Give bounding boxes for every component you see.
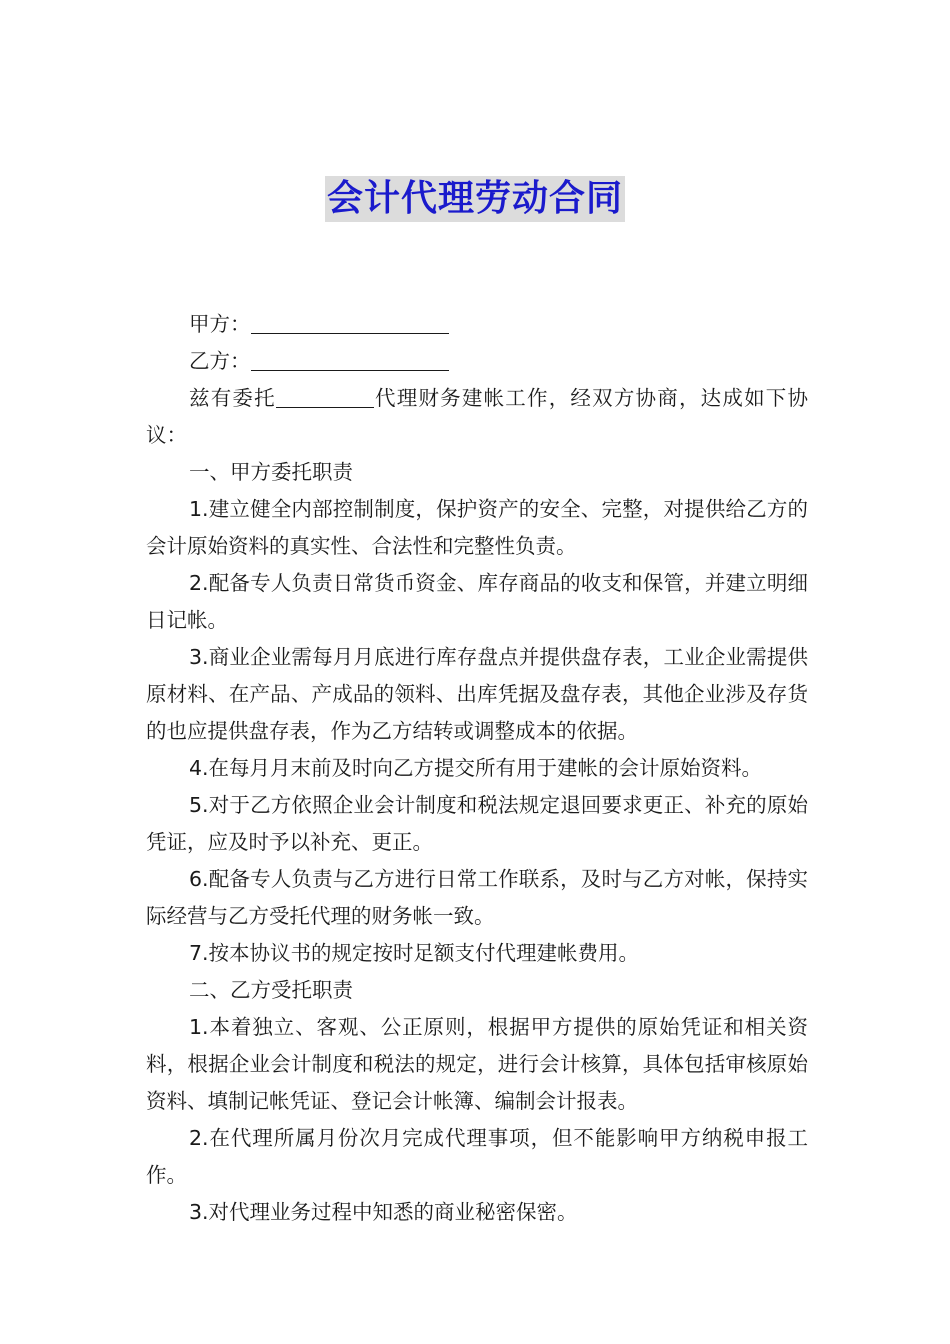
agent-blank [276,385,374,408]
section1-item: 3.商业企业需每月月底进行库存盘点并提供盘存表，工业企业需提供原材料、在产品、产成品的领料、出库凭据及盘存表，其他企业涉及存货的也应提供盘存表，作为乙方结转或调整成本的依据。 [146,645,808,743]
section1-item: 2.配备专人负责日常货币资金、库存商品的收支和保管，并建立明细日记帐。 [146,571,808,632]
document-body [146,306,808,1231]
party-b-blank [251,348,449,371]
party-a-blank [251,311,449,334]
section1-item: 1.建立健全内部控制制度，保护资产的安全、完整，对提供给乙方的会计原始资料的真实性、合法性和完整性负责。 [146,497,808,558]
party-a-label: 甲方： [189,312,251,336]
intro-after: 代理财务建帐工作，经双方协商，达成如下协议： [146,386,809,447]
section1-item: 6.配备专人负责与乙方进行日常工作联系，及时与乙方对帐，保持实际经营与乙方受托代理的财务帐一致。 [146,867,808,928]
party-b-line [146,343,808,380]
section1-item: 7.按本协议书的规定按时足额支付代理建帐费用。 [189,941,640,965]
document-title: 会计代理劳动合同 [325,176,625,222]
title-container [0,176,950,222]
section2-heading: 二、乙方受托职责 [189,978,353,1002]
section1-heading: 一、甲方委托职责 [189,460,353,484]
section2-item: 1.本着独立、客观、公正原则，根据甲方提供的原始凭证和相关资料，根据企业会计制度和税法的规定，进行会计核算，具体包括审核原始资料、填制记帐凭证、登记会计帐簿、编制会计报表。 [146,1015,808,1113]
party-b-label: 乙方： [189,349,251,373]
intro-paragraph [146,380,808,454]
party-a-line [146,306,808,343]
section1-item: 4.在每月月末前及时向乙方提交所有用于建帐的会计原始资料。 [189,756,763,780]
intro-before: 兹有委托 [189,386,276,410]
section2-item: 2.在代理所属月份次月完成代理事项，但不能影响甲方纳税申报工作。 [146,1126,808,1187]
section1-item: 5.对于乙方依照企业会计制度和税法规定退回要求更正、补充的原始凭证，应及时予以补充、更正。 [146,793,808,854]
section2-item: 3.对代理业务过程中知悉的商业秘密保密。 [189,1200,578,1224]
